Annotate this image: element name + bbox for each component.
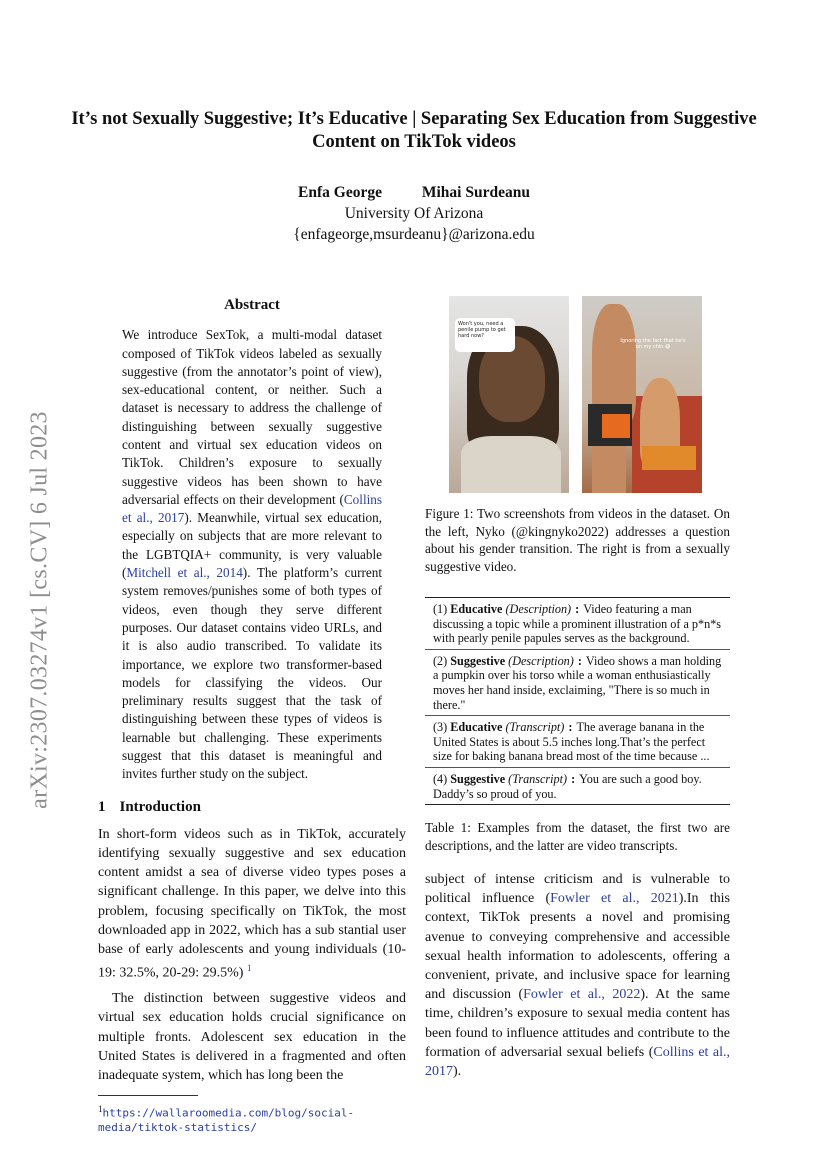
paragraph-part: ).In this context, TikTok presents a novel and promising avenue to conveying comprehensive and accessible sexual health information to adolescents, offering a convenient, private, and inclusive space for learning and discussion ( xyxy=(425,891,730,1003)
abstract-part: ). The platform’s current system removes/punishes some of both types of videos, even though they serve different purposes. Our dataset contains video URLs, and it is also audio transcribed. To validate its importance, we explore two transformer-based models for classifying the videos. Our preliminary results suggest that the task of distinguishing between these types of videos is learnable but challenging. These experiments suggest that this dataset is meaningful and invites further study on the subject. xyxy=(122,565,382,782)
abstract-part: ). Meanwhile, virtual sex education, especially on subjects that are more relevant to the LGBTQIA+ community, is very valuable ( xyxy=(122,510,382,581)
video-overlay-text: Ignoring the fact that he's on my chin 😅 xyxy=(620,338,686,350)
paragraph-part: subject of intense criticism and is vulnerable to political influence ( xyxy=(425,872,730,907)
abstract-text xyxy=(122,326,382,783)
abstract-part: We introduce SexTok, a multi-modal dataset composed of TikTok videos labeled as sexually suggestive (from the annotator’s point of view), sex-educational content, or neither. Such a dataset is necessary to address the challenge of distinguishing between sexually suggestive content and virtual sex education videos on TikTok. Children’s exposure to sexually suggestive videos has been shown to have adversarial effects on their development ( xyxy=(122,327,382,507)
paper-title: It’s not Sexually Suggestive; It’s Educative | Separating Sex Education from Suggestive Content on TikTok videos xyxy=(71,109,757,152)
row-colon: : xyxy=(571,771,576,786)
row-label: Suggestive xyxy=(450,771,506,786)
shirt-shape xyxy=(461,436,561,493)
abstract-heading: Abstract xyxy=(224,297,280,313)
author-name: Enfa George xyxy=(298,184,382,201)
arxiv-stamp-text: arXiv:2307.03274v1 [cs.CV] 6 Jul 2023 xyxy=(26,411,53,809)
legs-shape xyxy=(592,446,626,493)
row-index: (1) xyxy=(433,602,448,616)
row-type: (Transcript) xyxy=(508,771,568,786)
figure-caption: Figure 1: Two screenshots from videos in the dataset. On the left, Nyko (@kingnyko2022) addresses a question about his gender transition. The right is from a sexually suggestive video. xyxy=(425,506,730,574)
right-column-paragraph xyxy=(425,870,730,1081)
row-colon: : xyxy=(577,653,582,668)
row-index: (4) xyxy=(433,771,448,786)
figure-1 xyxy=(449,296,730,493)
table-row xyxy=(425,716,730,768)
table-row xyxy=(425,649,730,715)
right-column xyxy=(425,296,730,854)
row-text: The average banana in the United States is about 5.5 inches long.That’s the perfect size for baking banana bread most of the time because ... xyxy=(433,720,710,764)
row-label: Educative xyxy=(450,720,503,735)
affiliation: University Of Arizona xyxy=(344,205,484,222)
table-row xyxy=(425,598,730,650)
table-cell xyxy=(425,649,730,715)
footnote xyxy=(98,1102,406,1135)
row-type: (Transcript) xyxy=(505,720,565,735)
shorts-stripe xyxy=(602,414,630,438)
video-screenshot-right xyxy=(582,296,702,493)
paragraph-part: ). xyxy=(453,1064,462,1080)
citation-link[interactable]: Collins et al., 2017 xyxy=(425,1044,730,1080)
author-names xyxy=(0,182,828,203)
footnote-mark: 1 xyxy=(98,1104,103,1115)
section-title: Introduction xyxy=(119,798,201,815)
examples-table xyxy=(425,597,730,805)
citation-link[interactable]: Mitchell et al., 2014 xyxy=(126,565,243,581)
row-text: Video shows a man holding a pumpkin over his torso while a woman enthusiastically moves her hand inside, exclaiming, "There is so much in there." xyxy=(433,653,722,712)
row-index: (2) xyxy=(433,653,448,668)
row-label: Educative xyxy=(450,602,503,616)
left-column xyxy=(98,296,406,1135)
row-colon: : xyxy=(568,720,573,735)
footnote-marker[interactable]: 1 xyxy=(246,963,252,974)
row-text: Video featuring a man discussing a topic while a prominent illustration of a p*n*s with pearly penile papules serves as the background. xyxy=(433,602,722,646)
intro-paragraph: The distinction between suggestive videos and virtual sex education holds crucial significance on multiple fronts. Adolescent sex education in the United States is delivered in a fragmented and often inadequate system, which has long been the xyxy=(98,991,406,1083)
table-cell xyxy=(425,767,730,804)
table-row xyxy=(425,767,730,804)
footnote-rule xyxy=(98,1095,198,1096)
shorts-shape xyxy=(642,446,696,470)
row-index: (3) xyxy=(433,720,448,735)
arxiv-stamp xyxy=(24,380,56,840)
row-type: (Description) xyxy=(508,653,574,668)
intro-text: In short-form videos such as in TikTok, accurately identifying sexually suggestive and sex education content amidst a sea of diverse video types poses a significant challenge. In this paper, we delve into this problem, focusing specifically on TikTok, the most downloaded app in 2022, which has a sub stantial user base of early adolescents and young individuals (10-19: 32.5%, 20-29: 29.5%) xyxy=(98,826,406,981)
row-text: You are such a good boy. Daddy’s so proud of you. xyxy=(433,771,702,801)
author-block xyxy=(0,182,828,245)
citation-link[interactable]: Fowler et al., 2022 xyxy=(523,987,641,1003)
table-caption: Table 1: Examples from the dataset, the first two are descriptions, and the latter are video transcripts. xyxy=(425,820,730,853)
author-email: {enfageorge,msurdeanu}@arizona.edu xyxy=(293,226,535,243)
citation-link[interactable]: Fowler et al., 2021 xyxy=(550,891,679,907)
comment-bubble: Won't you, need a penile pump to get hard now? xyxy=(455,318,515,352)
citation-link[interactable]: Collins et al., 2017 xyxy=(122,491,382,526)
paragraph-part: ). At the same time, children’s exposure to sexual media content has been found to influence attitudes and contribute to the formation of adversarial sexual beliefs ( xyxy=(425,987,730,1060)
section-number: 1 xyxy=(98,798,106,815)
row-colon: : xyxy=(575,602,580,616)
section-heading xyxy=(98,798,406,817)
table-cell xyxy=(425,716,730,768)
author-name: Mihai Surdeanu xyxy=(421,184,530,201)
footnote-url[interactable]: https://wallaroomedia.com/blog/social-media/tiktok-statistics/ xyxy=(98,1106,355,1134)
table-cell xyxy=(425,598,730,650)
row-label: Suggestive xyxy=(450,653,506,668)
video-screenshot-left xyxy=(449,296,569,493)
row-type: (Description) xyxy=(505,602,572,616)
intro-paragraph xyxy=(98,825,406,983)
